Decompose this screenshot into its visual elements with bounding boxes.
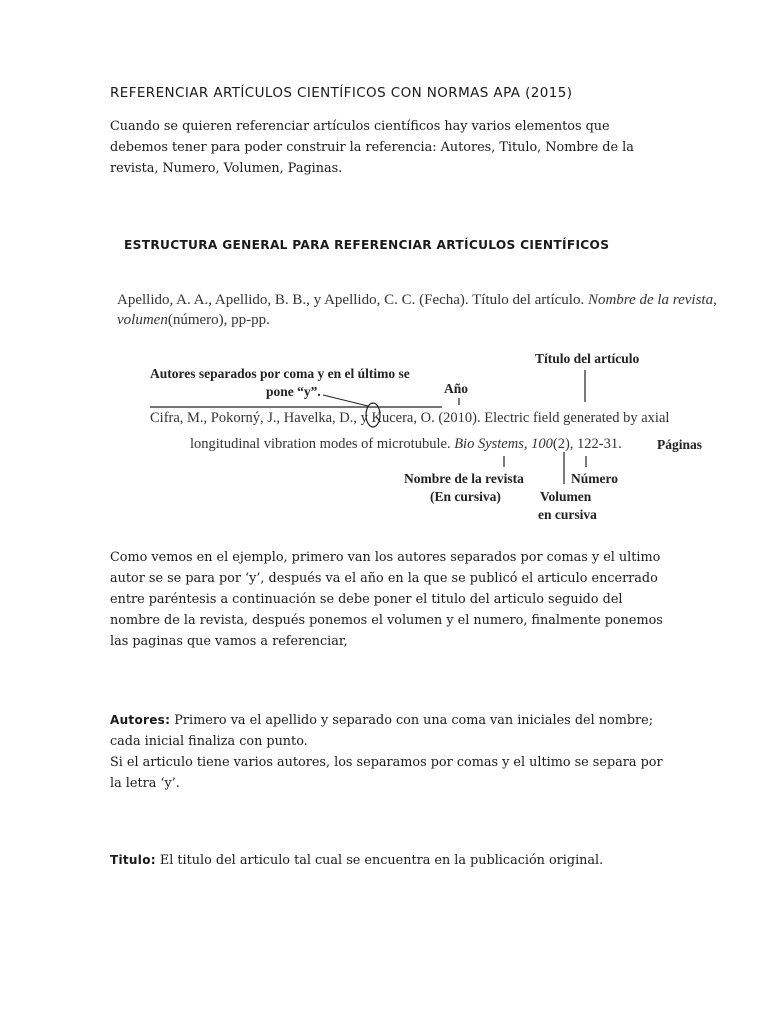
example-title-end: longitudinal vibration modes of microtubule. bbox=[190, 436, 455, 452]
label-number: Número bbox=[571, 471, 618, 486]
authors-pointer-line bbox=[323, 395, 368, 406]
section-subtitle: ESTRUCTURA GENERAL PARA REFERENCIAR ARTÍCULOS CIENTÍFICOS bbox=[124, 238, 610, 252]
label-journal-line1: Nombre de la revista bbox=[404, 471, 524, 486]
label-year: Año bbox=[444, 381, 469, 396]
autores-label: Autores: bbox=[110, 713, 171, 727]
autores-text1: Primero va el apellido y separado con una coma van iniciales del nombre; cada inicial finaliza con punto. bbox=[110, 713, 654, 749]
autores-section bbox=[110, 710, 670, 794]
titulo-section bbox=[110, 850, 670, 871]
label-journal-line2: (En cursiva) bbox=[430, 489, 501, 504]
template-comma: , bbox=[713, 292, 717, 308]
example-journal: Bio Systems, bbox=[454, 436, 532, 452]
label-volume-line1: Volumen bbox=[540, 489, 592, 504]
template-number-pages: (número), pp-pp. bbox=[167, 312, 270, 328]
template-authors-title: Apellido, A. A., Apellido, B. B., y Apellido, C. C. (Fecha). Título del artículo. bbox=[117, 292, 588, 308]
label-volume-line2: en cursiva bbox=[538, 507, 597, 522]
example-number-pages: (2), 122-31. bbox=[552, 436, 622, 452]
template-journal: Nombre de la revista bbox=[587, 292, 714, 308]
titulo-label: Titulo: bbox=[110, 853, 156, 867]
label-title: Título del artículo bbox=[535, 351, 640, 366]
document-title: REFERENCIAR ARTÍCULOS CIENTÍFICOS CON NORMAS APA (2015) bbox=[110, 85, 573, 101]
label-authors-line1: Autores separados por coma y en el último se bbox=[150, 366, 410, 381]
autores-text2: Si el articulo tiene varios autores, los separamos por comas y el ultimo se separa por la letra ‘y’. bbox=[110, 755, 663, 791]
titulo-text: El titulo del articulo tal cual se encuentra en la publicación original. bbox=[155, 853, 604, 868]
example-line1: Cifra, M., Pokorný, J., Havelka, D., y Kucera, O. (2010). Electric field generated by axial bbox=[150, 410, 670, 426]
example-volume: 100 bbox=[531, 436, 553, 452]
template-volume: volumen bbox=[117, 312, 168, 328]
explanation-paragraph: Como vemos en el ejemplo, primero van los autores separados por comas y el ultimo autor se se para por ‘y’, después va el año en la que se publicó el articulo encerrado entre paréntesis a continuación se debe poner el titulo del articulo seguido del nombre de la revista, después ponemos el volumen y el numero, finalmente ponemos las paginas que vamos a referenciar, bbox=[110, 550, 663, 649]
label-pages: Páginas bbox=[657, 437, 703, 452]
label-authors-line2: pone “y”. bbox=[266, 384, 321, 399]
intro-paragraph: Cuando se quieren referenciar artículos científicos hay varios elementos que debemos tener para poder construir la referencia: Autores, Titulo, Nombre de la revista, Numero, Volumen, Paginas. bbox=[110, 119, 634, 176]
